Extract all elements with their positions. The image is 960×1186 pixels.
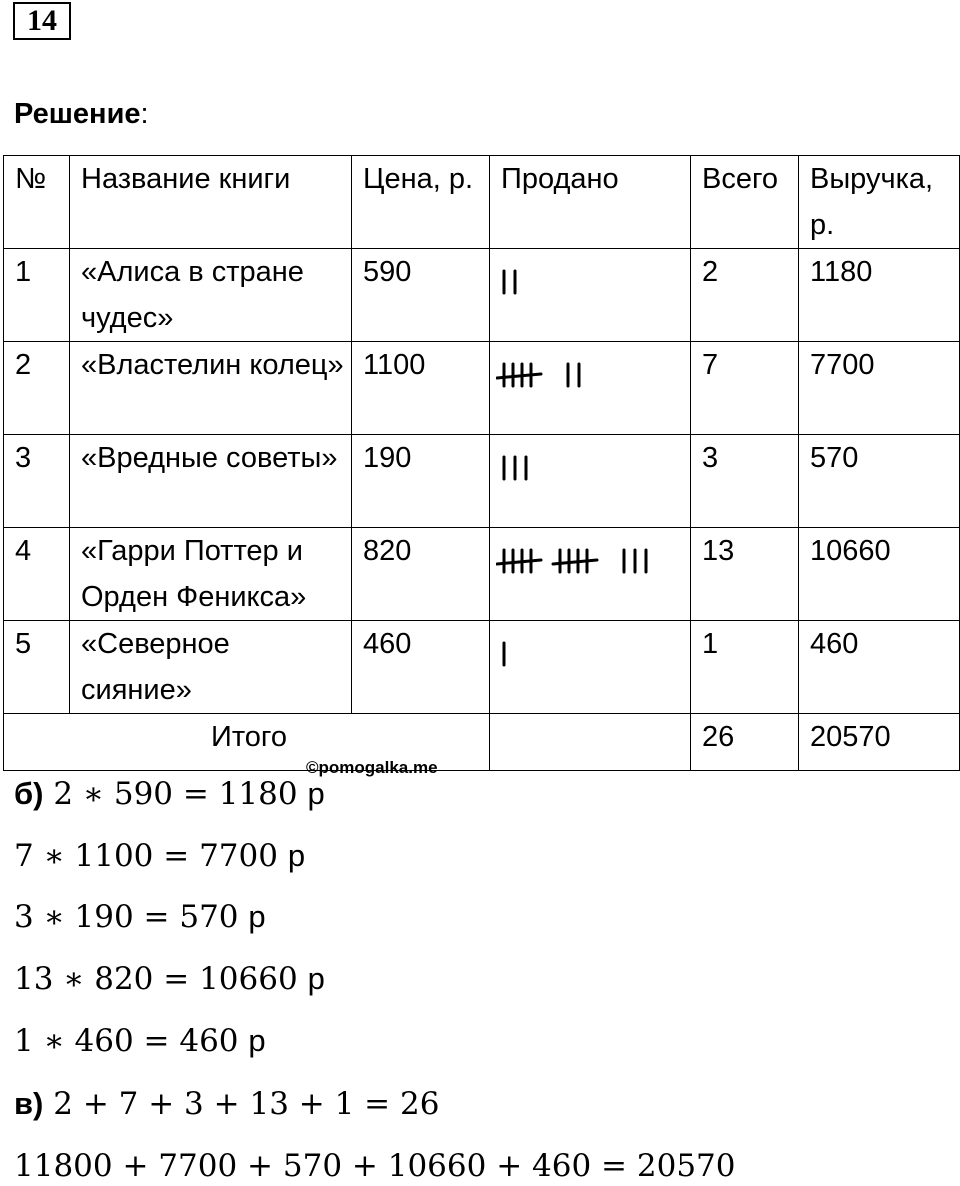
row-tally-cell	[490, 528, 691, 621]
row-title: «Властелин колец»	[70, 342, 352, 435]
calc-label: б)	[14, 776, 44, 811]
row-number: 5	[4, 621, 70, 714]
row-number: 2	[4, 342, 70, 435]
row-number: 4	[4, 528, 70, 621]
row-revenue: 7700	[799, 342, 960, 435]
row-price: 190	[352, 435, 490, 528]
row-price: 820	[352, 528, 490, 621]
tally-marks	[496, 265, 681, 301]
tally-marks	[496, 637, 681, 673]
tally-svg	[496, 265, 681, 301]
tally-svg	[496, 637, 681, 673]
table-row	[4, 621, 960, 714]
header-sold: Продано	[490, 156, 691, 249]
calc-expression: 7 ∗ 1100 = 7700	[14, 838, 278, 874]
row-revenue: 10660	[799, 528, 960, 621]
calc-unit: р	[307, 961, 325, 996]
calc-line	[14, 836, 305, 876]
row-total: 3	[691, 435, 799, 528]
row-title: «Гарри Поттер и Орден Феникса»	[70, 528, 352, 621]
tally-marks	[496, 358, 681, 394]
calc-unit: р	[307, 776, 325, 811]
calc-expression: 11800 + 7700 + 570 + 10660 + 460 = 20570	[14, 1148, 736, 1184]
row-number: 1	[4, 249, 70, 342]
header-revenue: Выручка, р.	[799, 156, 960, 249]
tally-svg	[496, 451, 681, 487]
row-price: 460	[352, 621, 490, 714]
calc-line	[14, 959, 325, 999]
header-number: №	[4, 156, 70, 249]
calc-line	[14, 897, 266, 937]
row-total: 7	[691, 342, 799, 435]
row-number: 3	[4, 435, 70, 528]
calc-line	[14, 1084, 439, 1124]
row-revenue: 1180	[799, 249, 960, 342]
calc-expression: 2 ∗ 590 = 1180	[53, 776, 298, 812]
row-tally-cell	[490, 342, 691, 435]
solution-heading-colon: :	[140, 98, 149, 130]
row-total: 2	[691, 249, 799, 342]
row-tally-cell	[490, 249, 691, 342]
total-label: Итого	[4, 714, 490, 771]
tally-svg	[496, 358, 681, 394]
row-title: «Алиса в стране чудес»	[70, 249, 352, 342]
calc-expression: 13 ∗ 820 = 10660	[14, 961, 298, 997]
calc-label: в)	[14, 1086, 44, 1121]
solution-heading-label: Решение	[14, 98, 141, 130]
calc-unit: р	[248, 899, 266, 934]
row-total: 13	[691, 528, 799, 621]
row-revenue: 460	[799, 621, 960, 714]
row-title: «Северное сияние»	[70, 621, 352, 714]
row-price: 590	[352, 249, 490, 342]
table-row	[4, 342, 960, 435]
header-price: Цена, р.	[352, 156, 490, 249]
header-title: Название книги	[70, 156, 352, 249]
calc-unit: р	[248, 1023, 266, 1058]
header-total: Всего	[691, 156, 799, 249]
total-revenue: 20570	[799, 714, 960, 771]
total-count: 26	[691, 714, 799, 771]
task-number: 14	[13, 2, 71, 40]
table-total-row	[4, 714, 960, 771]
solution-heading	[14, 94, 149, 134]
row-title: «Вредные советы»	[70, 435, 352, 528]
table-row	[4, 435, 960, 528]
row-tally-cell	[490, 621, 691, 714]
book-sales-table	[3, 155, 960, 771]
tally-marks	[496, 544, 681, 580]
table-header-row	[4, 156, 960, 249]
calc-line	[14, 774, 325, 814]
row-tally-cell	[490, 435, 691, 528]
calc-expression: 1 ∗ 460 = 460	[14, 1023, 239, 1059]
table-row	[4, 249, 960, 342]
total-tally-empty	[490, 714, 691, 771]
row-revenue: 570	[799, 435, 960, 528]
calc-expression: 2 + 7 + 3 + 13 + 1 = 26	[53, 1086, 440, 1122]
calc-expression: 3 ∗ 190 = 570	[14, 899, 239, 935]
calc-line	[14, 1146, 736, 1186]
calc-line	[14, 1021, 266, 1061]
tally-marks	[496, 451, 681, 487]
tally-svg	[496, 544, 681, 580]
watermark: ©pomogalka.me	[306, 758, 438, 777]
row-price: 1100	[352, 342, 490, 435]
calc-unit: р	[287, 838, 306, 873]
table-row	[4, 528, 960, 621]
row-total: 1	[691, 621, 799, 714]
